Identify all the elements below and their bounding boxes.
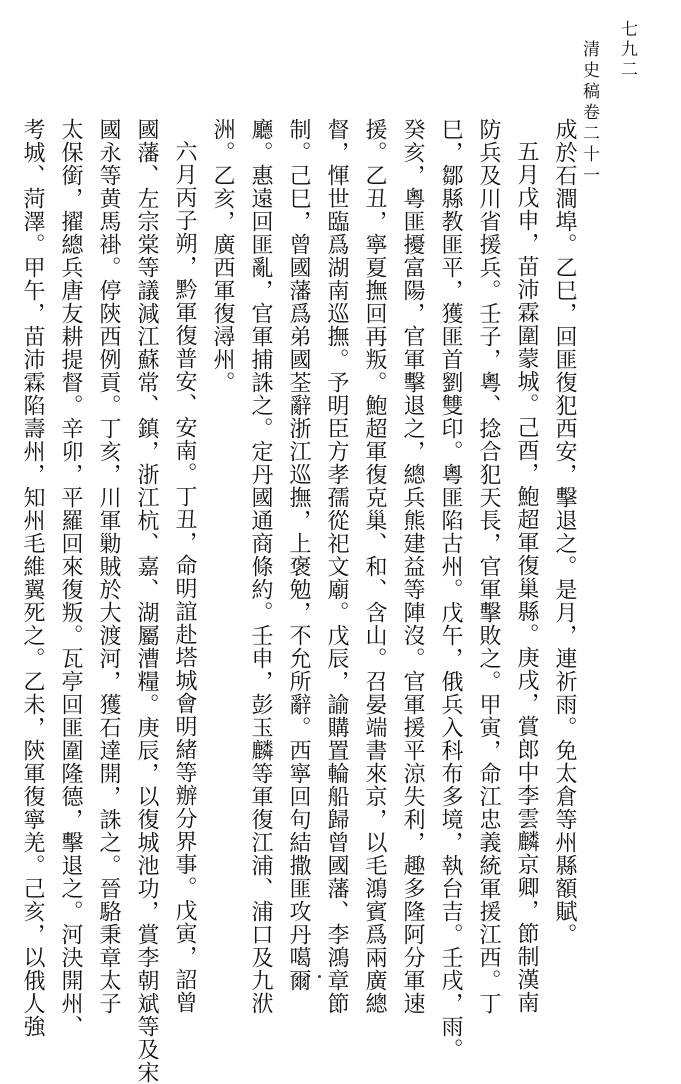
text-column-10: 洲。乙亥，廣西軍復潯州。	[210, 118, 235, 394]
text-column-5: 癸亥，粵匪擾富陽，官軍擊退之，總兵熊建益等陣沒。官軍援平涼失利，趣多隆阿分軍速	[400, 118, 425, 1015]
text-column-2: 五月戊申，苗沛霖圍蒙城。己酉，鮑超軍復巢縣。庚戌，賞郎中李雲麟京卿，節制漢南	[514, 140, 539, 1014]
text-column-13: 國永等黄馬褂。停陝西例貢。丁亥，川軍勦賊於大渡河，獲石達開，誅之。晉駱秉章太子	[96, 118, 121, 1015]
body-text	[20, 118, 583, 1084]
running-header-title: 清史稿卷二十一	[579, 40, 599, 187]
footer-dot-mark	[318, 975, 321, 978]
text-column-12: 國藩、左宗棠等議減江蘇常、鎮，浙江杭、嘉、湖屬漕糧。庚辰，以復城池功，賞李朝斌等及宋	[134, 118, 159, 1084]
text-column-1: 成於石澗埠。乙巳，回匪復犯西安，擊退之。是月，連祈雨。免太倉等州縣額賦。	[552, 118, 577, 946]
text-column-3: 防兵及川省援兵。壬子，粵、捻合犯天長，官軍擊敗之。甲寅，命江忠義統軍援江西。丁	[476, 118, 501, 1015]
text-column-15: 考城、菏澤。甲午，苗沛霖陷壽州，知州毛維翼死之。乙未，陝軍復寧羌。己亥，以俄人強	[20, 118, 45, 1038]
text-column-11: 六月丙子朔，黔軍復普安、安南。丁丑，命明誼赴塔城會明緒等辦分界事。戊寅，詔曾	[172, 140, 197, 1014]
text-column-7: 督，惲世臨爲湖南巡撫。予明臣方孝孺從祀文廟。戊辰，諭購置輪船歸曾國藩、李鴻章節	[324, 118, 349, 1015]
text-column-6: 援。乙丑，寧夏撫回再叛。鮑超軍復克巢、和、含山。召晏端書來京，以毛鴻賓爲兩廣總	[362, 118, 387, 1015]
text-column-4: 巳，鄒縣教匪平，獲匪首劉雙印。粵匪陷古州。戊午，俄兵入科布多境，執台吉。壬戌，雨。	[438, 118, 463, 1061]
text-column-14: 太保銜，擢總兵唐友耕提督。辛卯，平羅回來復叛。瓦亭回匪圍隆德，擊退之。河決開州、	[58, 118, 83, 1038]
text-column-9: 廳。惠遠回匪亂，官軍捕誅之。定丹國通商條約。壬申，彭玉麟等軍復江浦、浦口及九洑	[248, 118, 273, 1015]
text-column-8: 制。己巳，曾國藩爲弟國荃辭浙江巡撫，上褒勉，不允所辭。西寧回句結撒匪攻丹噶爾	[286, 118, 311, 992]
page-number: 七九二	[617, 20, 637, 80]
